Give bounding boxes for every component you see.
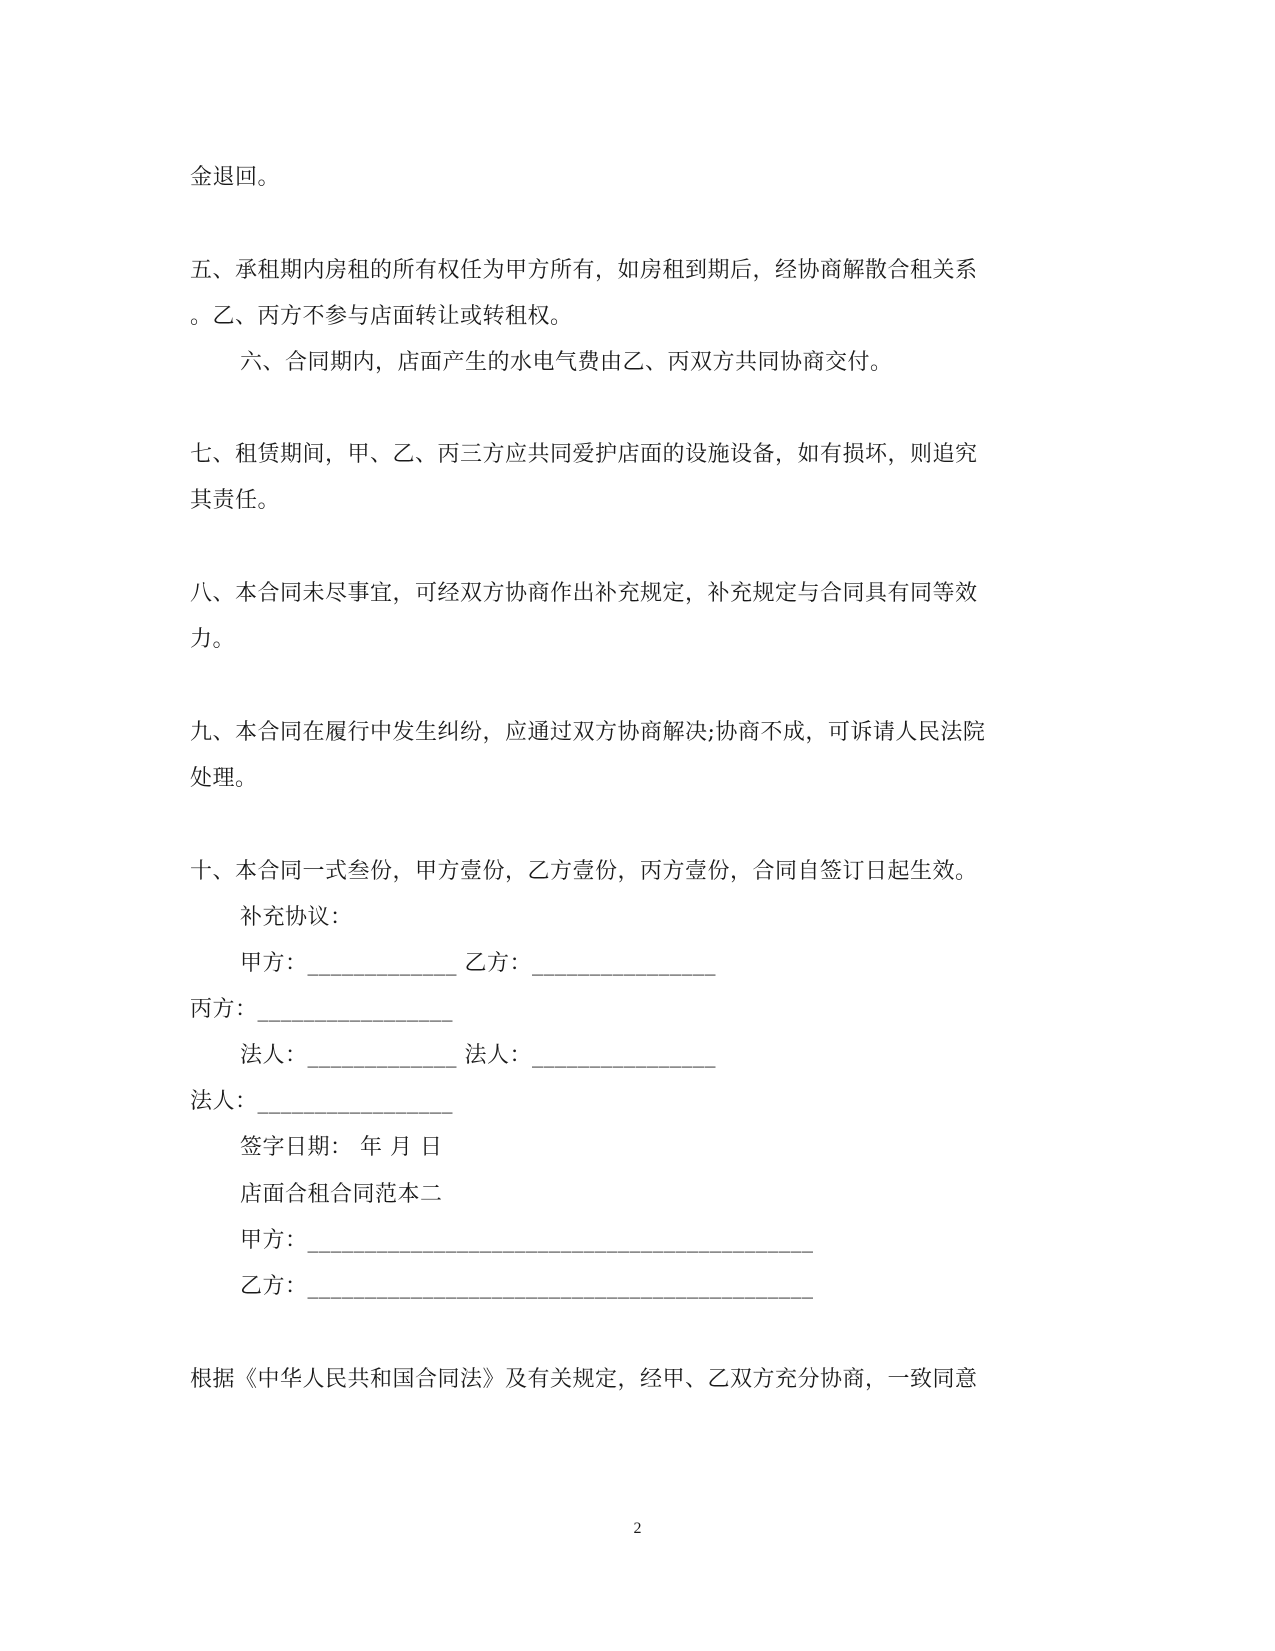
clause-10: 十、本合同一式叁份，甲方壹份，乙方壹份，丙方壹份，合同自签订日起生效。 xyxy=(190,859,978,884)
clause-9-line-2: 处理。 xyxy=(190,766,258,791)
page-number: 2 xyxy=(633,1520,642,1537)
clause-9-line-1: 九、本合同在履行中发生纠纷，应通过双方协商解决;协商不成，可诉请人民法院 xyxy=(190,720,986,745)
signature-legal-person-c: 法人：_________________ xyxy=(190,1089,454,1114)
clause-5-line-2: 。乙、丙方不参与店面转让或转租权。 xyxy=(190,304,573,329)
signing-date: 签字日期： 年 月 日 xyxy=(240,1135,443,1160)
supplement-heading: 补充协议： xyxy=(240,905,353,930)
clause-8-line-2: 力。 xyxy=(190,627,236,652)
clause-7-line-2: 其责任。 xyxy=(190,488,281,513)
party-a-field: 甲方：____________________________________________ xyxy=(240,1228,814,1253)
clause-5-line-1: 五、承租期内房租的所有权任为甲方所有，如房租到期后，经协商解散合租关系 xyxy=(190,258,978,283)
preamble-line: 根据《中华人民共和国合同法》及有关规定，经甲、乙双方充分协商，一致同意 xyxy=(190,1367,978,1392)
party-b-field: 乙方：____________________________________________ xyxy=(240,1274,814,1299)
clause-6: 六、合同期内，店面产生的水电气费由乙、丙双方共同协商交付。 xyxy=(240,350,893,375)
signature-party-c: 丙方：_________________ xyxy=(190,997,454,1022)
contract-template-title: 店面合租合同范本二 xyxy=(240,1182,443,1207)
clause-8-line-1: 八、本合同未尽事宜，可经双方协商作出补充规定，补充规定与合同具有同等效 xyxy=(190,581,978,606)
text-line: 金退回。 xyxy=(190,165,281,190)
signature-legal-persons: 法人：_____________ 法人：________________ xyxy=(240,1043,716,1068)
clause-7-line-1: 七、租赁期间，甲、乙、丙三方应共同爱护店面的设施设备，如有损坏，则追究 xyxy=(190,442,978,467)
signature-party-a-b: 甲方：_____________ 乙方：________________ xyxy=(240,951,716,976)
